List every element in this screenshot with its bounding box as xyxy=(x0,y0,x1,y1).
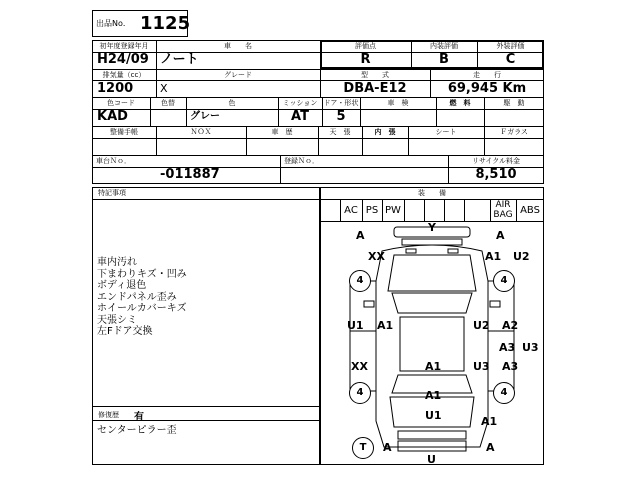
car-name-label: 車 名 xyxy=(224,42,252,50)
rating-value: R xyxy=(360,52,371,67)
equip-pw: PW xyxy=(385,205,401,216)
first-reg-value: H24/09 xyxy=(97,52,149,67)
model-value: DBA-E12 xyxy=(343,81,407,96)
mark-rear-left: A xyxy=(383,441,392,454)
doors-value: 5 xyxy=(336,109,346,124)
color-value: グレー xyxy=(190,111,220,122)
interior-rating-label: 内装評価 xyxy=(430,42,458,50)
mark-front-left-corner: A xyxy=(356,229,365,242)
doors-label: ドア・形状 xyxy=(323,99,359,107)
shipment-number: 1125 xyxy=(140,13,191,34)
equip-ac: AC xyxy=(344,205,358,216)
equip-abs: ABS xyxy=(520,205,540,216)
exterior-rating-value: C xyxy=(505,52,516,67)
nox-label: ＮＯＸ xyxy=(190,128,212,136)
note-item: 左Fドア交換 xyxy=(97,326,153,337)
note-item: 車内汚れ xyxy=(97,257,137,268)
registration-no-label: 登録Ｎｏ． xyxy=(284,157,319,165)
mark-right-rear-door-2: U3 xyxy=(522,341,539,354)
equip-airbag: AIR BAG xyxy=(493,200,513,220)
color-change-label: 色替 xyxy=(161,99,175,107)
interior-trim-label: 内 張 xyxy=(374,128,396,136)
ceiling-label: 天 張 xyxy=(329,128,351,136)
inspection-label: 車 検 xyxy=(387,99,409,107)
notes-list xyxy=(97,257,187,338)
history-label: 車 歴 xyxy=(271,128,293,136)
note-item: エンドパネル歪み xyxy=(97,291,177,303)
mileage-label: 走 行 xyxy=(473,71,501,79)
grade-value: X xyxy=(160,82,168,95)
mark-front-bumper: Y xyxy=(428,221,436,234)
notes-title: 特記事項 xyxy=(98,189,126,197)
mark-right-front-fender-1: A1 xyxy=(485,250,502,263)
spare-tire-mark: T xyxy=(352,437,374,459)
mark-right-rear-corner: A1 xyxy=(481,415,498,428)
front-right-wheel-mark: 4 xyxy=(493,270,515,292)
grade-label: グレード xyxy=(224,71,252,79)
maintenance-label: 整備手帳 xyxy=(110,128,138,136)
exterior-rating-label: 外装評価 xyxy=(496,42,525,50)
mark-rear-bumper: U xyxy=(427,453,436,466)
rating-label: 評価点 xyxy=(355,42,376,50)
recycle-fee-label: リサイクル料金 xyxy=(471,157,521,165)
note-item: ボディ退色 xyxy=(97,280,147,291)
note-item: 天張シミ xyxy=(97,314,137,326)
transmission-label: ミッション xyxy=(282,99,318,107)
displacement-value: 1200 xyxy=(97,81,134,96)
mark-rear-roof: A1 xyxy=(425,389,442,402)
note-item: 下まわりキズ・凹み xyxy=(97,268,187,280)
mark-right-rear-door-1: A3 xyxy=(499,341,516,354)
mileage-value: 69,945 Km xyxy=(447,81,527,96)
mark-right-rear-2: A3 xyxy=(502,360,519,373)
model-label: 型 式 xyxy=(361,71,389,79)
rear-right-wheel-mark: 4 xyxy=(493,382,515,404)
color-code-label: 色コード xyxy=(107,99,135,107)
glass-label: Ｆガラス xyxy=(500,128,528,136)
repair-detail: センターピラー歪 xyxy=(97,425,177,436)
repair-label: 修復歴 xyxy=(98,411,119,419)
note-item: ホイールカバーキズ xyxy=(97,303,187,314)
mark-left-front-door-2: A1 xyxy=(377,319,394,332)
mark-right-front-door-1: U2 xyxy=(473,319,490,332)
repair-value: 有 xyxy=(134,412,144,423)
equip-ps: PS xyxy=(365,205,379,216)
color-code-value: KAD xyxy=(97,109,128,124)
mark-left-front-fender: XX xyxy=(368,250,385,263)
mark-trunk: U1 xyxy=(425,409,442,422)
mark-front-right-corner: A xyxy=(496,229,505,242)
seat-label: シート xyxy=(435,128,457,136)
front-left-wheel-mark: 4 xyxy=(349,270,371,292)
mark-right-front-fender-2: U2 xyxy=(513,250,530,263)
mark-right-front-door-2: A2 xyxy=(502,319,519,332)
mark-right-rear-1: U3 xyxy=(473,360,490,373)
equipment-title: 装 備 xyxy=(418,189,446,197)
shipment-label: 出品No． xyxy=(96,19,131,28)
mark-left-front-door-1: U1 xyxy=(347,319,364,332)
car-name-value: ノート xyxy=(160,52,199,67)
interior-rating-value: B xyxy=(439,52,449,67)
chassis-no-value: -011887 xyxy=(160,167,220,182)
mark-rear-right: A xyxy=(486,441,495,454)
mark-roof: A1 xyxy=(425,360,442,373)
first-reg-label: 初年度登録年月 xyxy=(99,42,149,50)
displacement-label: 排気量（cc） xyxy=(102,71,146,79)
chassis-no-label: 車台Ｎｏ． xyxy=(96,157,131,165)
color-label: 色 xyxy=(228,99,236,107)
drive-label: 駆 動 xyxy=(503,99,525,107)
recycle-fee-value: 8,510 xyxy=(475,167,517,182)
fuel-label: 燃 料 xyxy=(449,99,471,107)
mark-left-rear-door: XX xyxy=(351,360,368,373)
rear-left-wheel-mark: 4 xyxy=(349,382,371,404)
transmission-value: AT xyxy=(291,109,309,124)
